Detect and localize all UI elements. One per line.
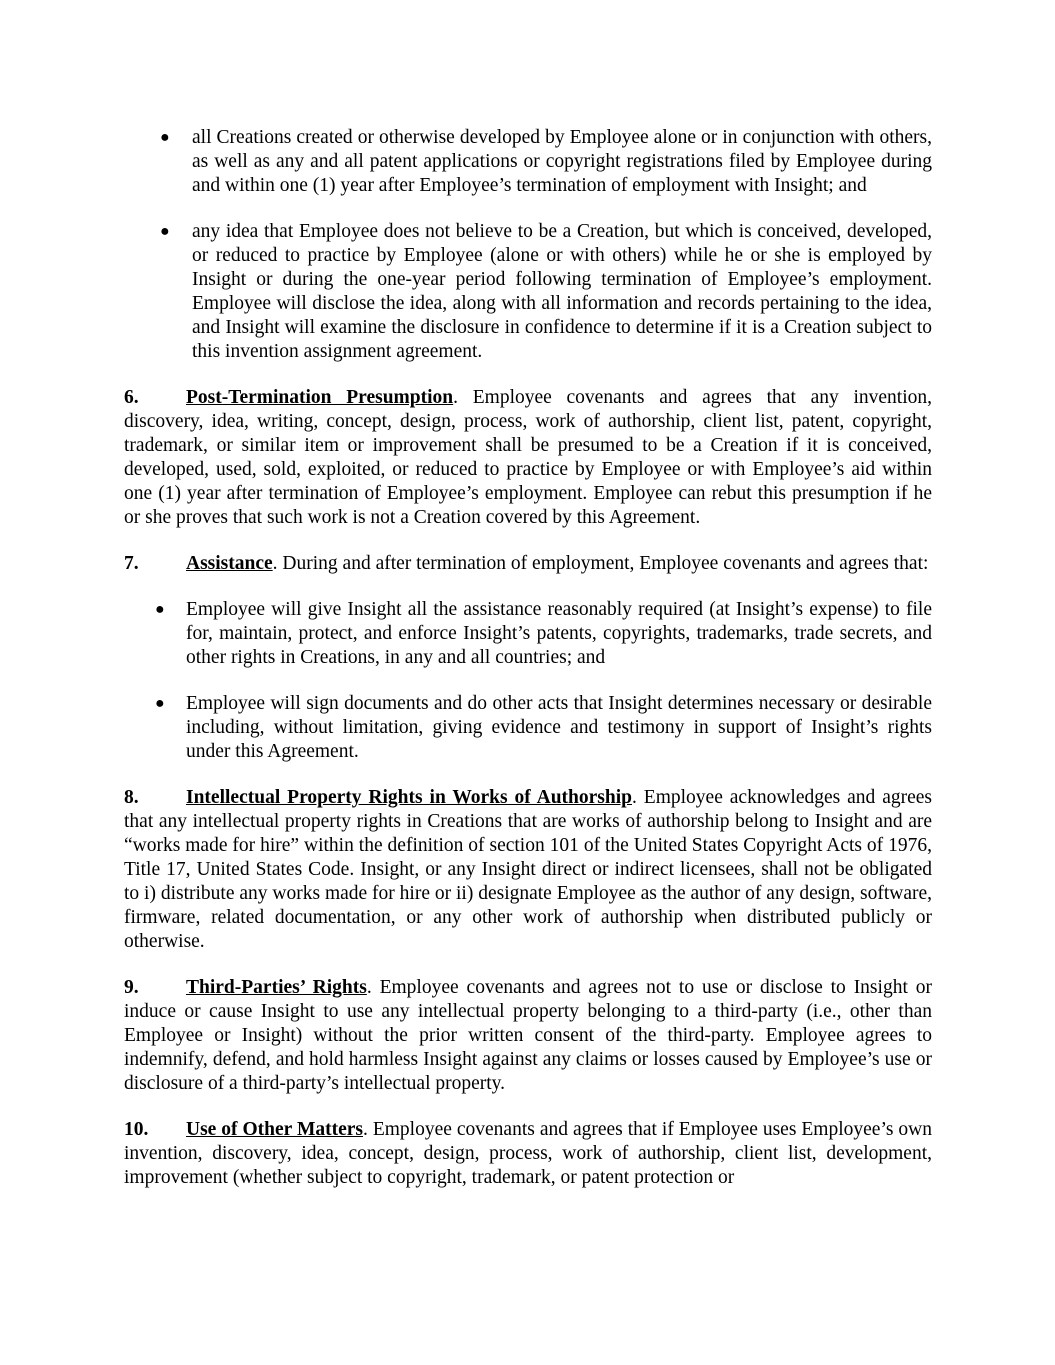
section-8 xyxy=(124,786,932,954)
bullet-text: Employee will sign documents and do other acts that Insight determines necessary or desirable including, without limitation, giving evidence and testimony in support of Insight’s rights under this Agreement. xyxy=(186,693,932,762)
section-body: . Employee acknowledges and agrees that any intellectual property rights in Creations that are works of authorship belong to Insight and are “works made for hire” within the definition of section 101 of the United States Copyright Acts of 1976, Title 17, United States Code. Insight, or any Insight direct or indirect licensees, shall not be obligated to i) distribute any works made for hire or ii) designate Employee as the author of any design, software, firmware, related documentation, or any other work of authorship when distributed publicly or otherwise. xyxy=(124,787,933,952)
section-number: 6. xyxy=(124,387,139,408)
section-7 xyxy=(124,552,932,576)
section-title: Post-Termination Presumption xyxy=(186,387,454,408)
section-body: . Employee covenants and agrees that if Employee uses Employee’s own invention, discovery, idea, concept, design, process, work of authorship, client list, development, improvement (whether subject to copyright, trademark, or patent protection or xyxy=(124,1119,933,1188)
section-9 xyxy=(124,976,932,1096)
section-title: Third-Parties’ Rights xyxy=(186,977,367,998)
bullet-icon: ● xyxy=(155,601,165,618)
list-item xyxy=(124,598,932,670)
list-item xyxy=(124,126,932,198)
document-page xyxy=(124,126,932,1212)
section-10 xyxy=(124,1118,932,1190)
bullet-icon: ● xyxy=(155,695,165,712)
bullet-icon: ● xyxy=(160,129,170,146)
list-item xyxy=(124,692,932,764)
bullet-text: all Creations created or otherwise developed by Employee alone or in conjunction with others, as well as any and all patent applications or copyright registrations filed by Employee during and within one (1) year after Employee’s termination of employment with Insight; and xyxy=(192,127,932,196)
section-number: 10. xyxy=(124,1119,149,1140)
section-title: Use of Other Matters xyxy=(186,1119,363,1140)
bullet-icon: ● xyxy=(160,223,170,240)
bullet-text: Employee will give Insight all the assistance reasonably required (at Insight’s expense) to file for, maintain, protect, and enforce Insight’s patents, copyrights, trademarks, trade secrets, and other rights in Creations, in any and all countries; and xyxy=(186,599,932,668)
section-number: 7. xyxy=(124,553,139,574)
creation-bullet-list xyxy=(124,126,932,364)
section-number: 8. xyxy=(124,787,139,808)
assistance-bullet-list xyxy=(124,598,932,764)
section-title: Intellectual Property Rights in Works of Authorship xyxy=(186,787,632,808)
section-body: . Employee covenants and agrees not to use or disclose to Insight or induce or cause Insight to use any intellectual property belonging to a third-party (i.e., other than Employee or Insight) without the prior written consent of the third-party. Employee agrees to indemnify, defend, and hold harmless Insight against any claims or losses caused by Employee’s use or disclosure of a third-party’s intellectual property. xyxy=(124,977,932,1094)
section-body: . Employee covenants and agrees that any invention, discovery, idea, writing, concept, design, process, work of authorship, client list, patent, copyright, trademark, or similar item or improvement shall be presumed to be a Creation if it is conceived, developed, used, sold, exploited, or reduced to practice by Employee or with Employee’s aid within one (1) year after termination of Employee’s employment. Employee can rebut this presumption if he or she proves that such work is not a Creation covered by this Agreement. xyxy=(124,387,932,528)
section-title: Assistance xyxy=(186,553,273,574)
list-item xyxy=(124,220,932,364)
bullet-text: any idea that Employee does not believe to be a Creation, but which is conceived, developed, or reduced to practice by Employee (alone or with others) while he or she is employed by Insight or during the one-year period following termination of Employee’s employment. Employee will disclose the idea, along with all information and records pertaining to the idea, and Insight will examine the disclosure in confidence to determine if it is a Creation subject to this invention assignment agreement. xyxy=(192,221,932,362)
section-body: . During and after termination of employment, Employee covenants and agrees that: xyxy=(272,553,929,574)
section-6 xyxy=(124,386,932,530)
section-number: 9. xyxy=(124,977,139,998)
